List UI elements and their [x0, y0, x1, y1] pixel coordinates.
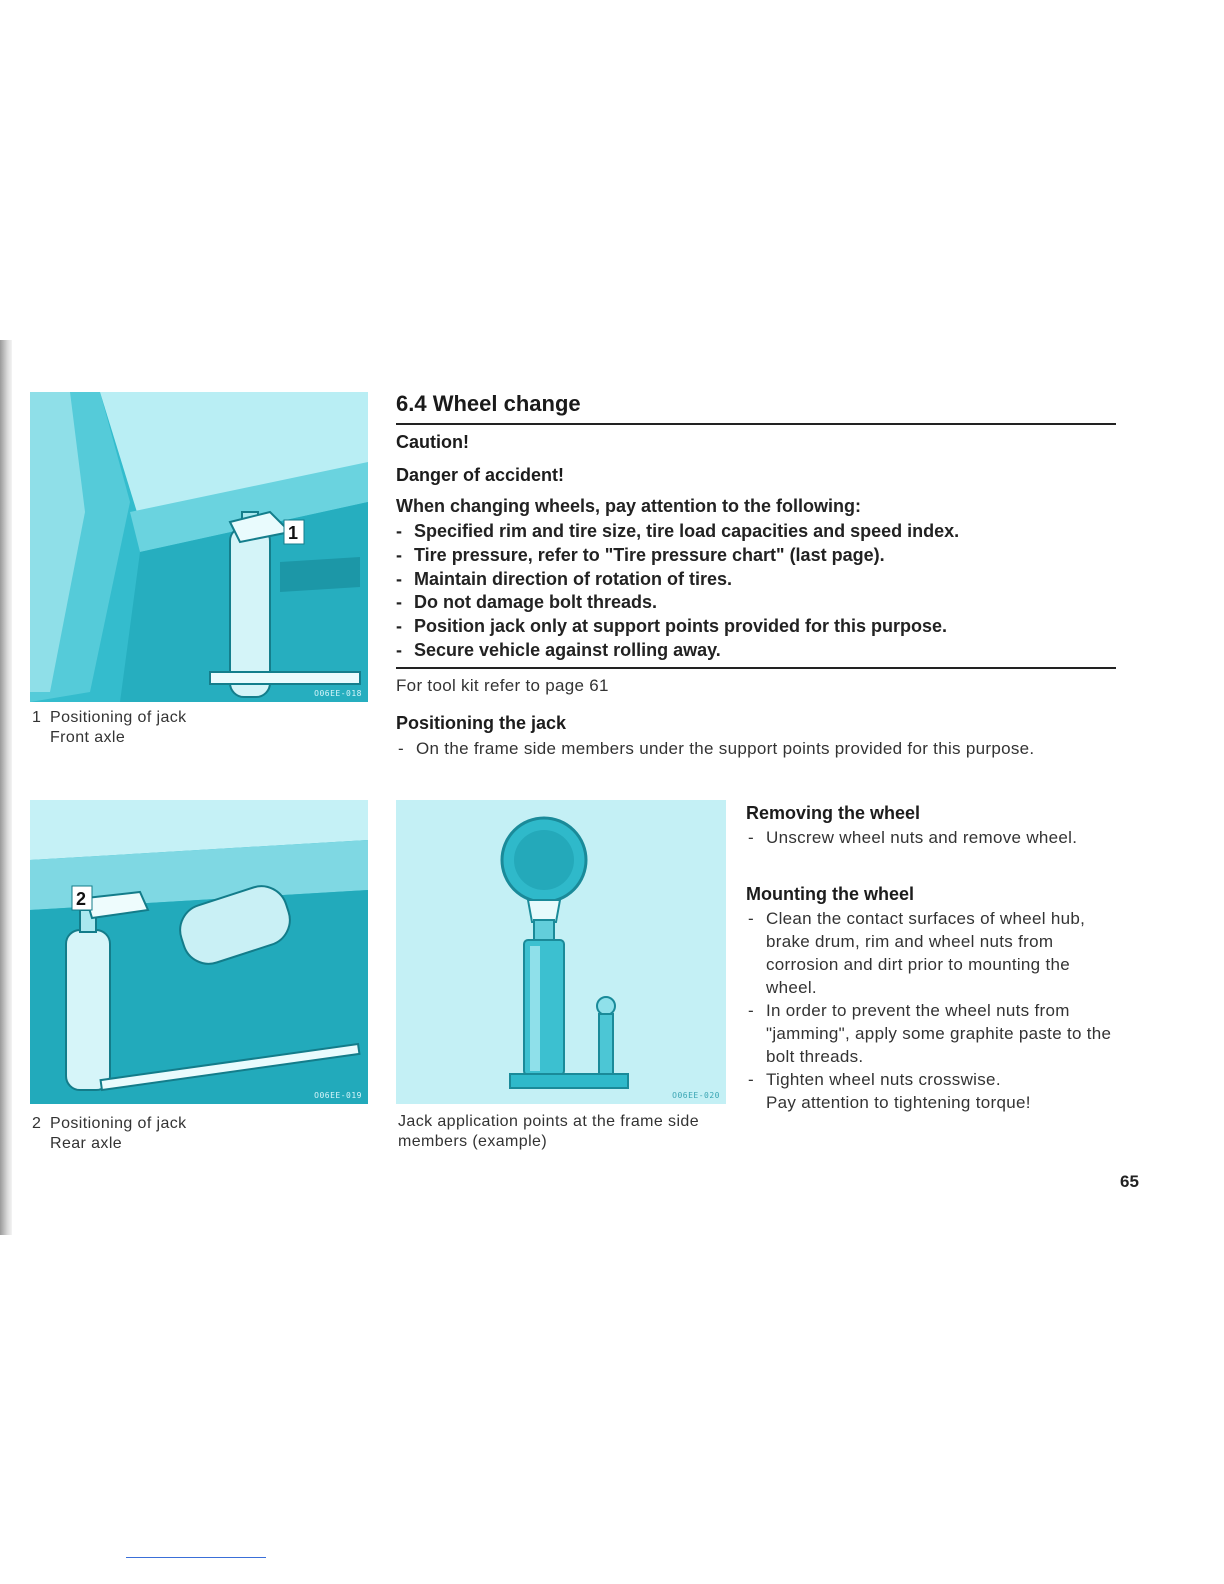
- caution-item: - Position jack only at support points provided for this purpose.: [396, 615, 1116, 639]
- danger-label: Danger of accident!: [396, 465, 565, 485]
- figure-1-caption-line1: Positioning of jack: [50, 709, 187, 726]
- footer-rule: [126, 1557, 266, 1558]
- front-axle-illustration: [30, 392, 368, 702]
- caution-item: - Do not damage bolt threads.: [396, 591, 1116, 615]
- figure-2-number: 2: [32, 1115, 42, 1132]
- positioning-text: - On the frame side members under the support points provided for this purpose.: [396, 737, 1106, 760]
- toolkit-note: For tool kit refer to page 61: [396, 676, 609, 695]
- figure-rear-axle-jack: [30, 800, 368, 1104]
- caution-item: - Tire pressure, refer to "Tire pressure chart" (last page).: [396, 544, 1116, 568]
- figure-3-code: O06EE-020: [672, 1091, 720, 1100]
- caution-list: [396, 520, 1116, 663]
- positioning-section: [396, 713, 1116, 760]
- figure-2-marker: 2: [76, 889, 87, 909]
- figure-1-code: O06EE-018: [314, 689, 362, 698]
- figure-2-caption-line2: Rear axle: [50, 1135, 123, 1152]
- mounting-item: - Clean the contact surfaces of wheel hub, brake drum, rim and wheel nuts from corrosion and dirt prior to mounting the wheel.: [746, 907, 1116, 999]
- figure-2-code: O06EE-019: [314, 1091, 362, 1100]
- page-edge-shadow: [0, 340, 12, 1235]
- jack-illustration: [396, 800, 726, 1104]
- removing-heading: Removing the wheel: [746, 803, 921, 823]
- figure-1-marker: 1: [288, 523, 299, 543]
- caution-label: Caution!: [396, 432, 469, 452]
- section-heading: [396, 391, 1116, 425]
- figure-2-caption: [32, 1114, 187, 1154]
- page-number: 65: [1120, 1172, 1139, 1191]
- rear-axle-illustration: [30, 800, 368, 1104]
- mounting-item: - Tighten wheel nuts crosswise.: [746, 1068, 1116, 1091]
- mounting-item: - In order to prevent the wheel nuts from "jamming", apply some graphite paste to the bolt threads.: [746, 999, 1116, 1068]
- positioning-heading: Positioning the jack: [396, 713, 567, 733]
- section-number: 6.4: [396, 391, 427, 416]
- figure-jack-application: [396, 800, 726, 1104]
- figure-2-caption-line1: Positioning of jack: [50, 1115, 187, 1132]
- figure-1-number: 1: [32, 709, 42, 726]
- figure-3-caption: Jack application points at the frame side members (example): [398, 1113, 700, 1150]
- removing-section: [746, 803, 1116, 849]
- figure-1-caption-line2: Front axle: [50, 729, 126, 746]
- figure-1-caption: [32, 708, 187, 748]
- caution-intro: When changing wheels, pay attention to the following:: [396, 496, 861, 516]
- caution-item: - Maintain direction of rotation of tires.: [396, 568, 1116, 592]
- figure-front-axle-jack: [30, 392, 368, 702]
- torque-note: Pay attention to tightening torque!: [766, 1093, 1031, 1112]
- caution-box: [396, 432, 1116, 669]
- mounting-section: [746, 884, 1116, 1114]
- caution-item: - Specified rim and tire size, tire load capacities and speed index.: [396, 520, 1116, 544]
- caution-item: - Secure vehicle against rolling away.: [396, 639, 1116, 663]
- removing-item: - Unscrew wheel nuts and remove wheel.: [746, 826, 1116, 849]
- mounting-heading: Mounting the wheel: [746, 884, 914, 904]
- section-title: Wheel change: [432, 391, 581, 416]
